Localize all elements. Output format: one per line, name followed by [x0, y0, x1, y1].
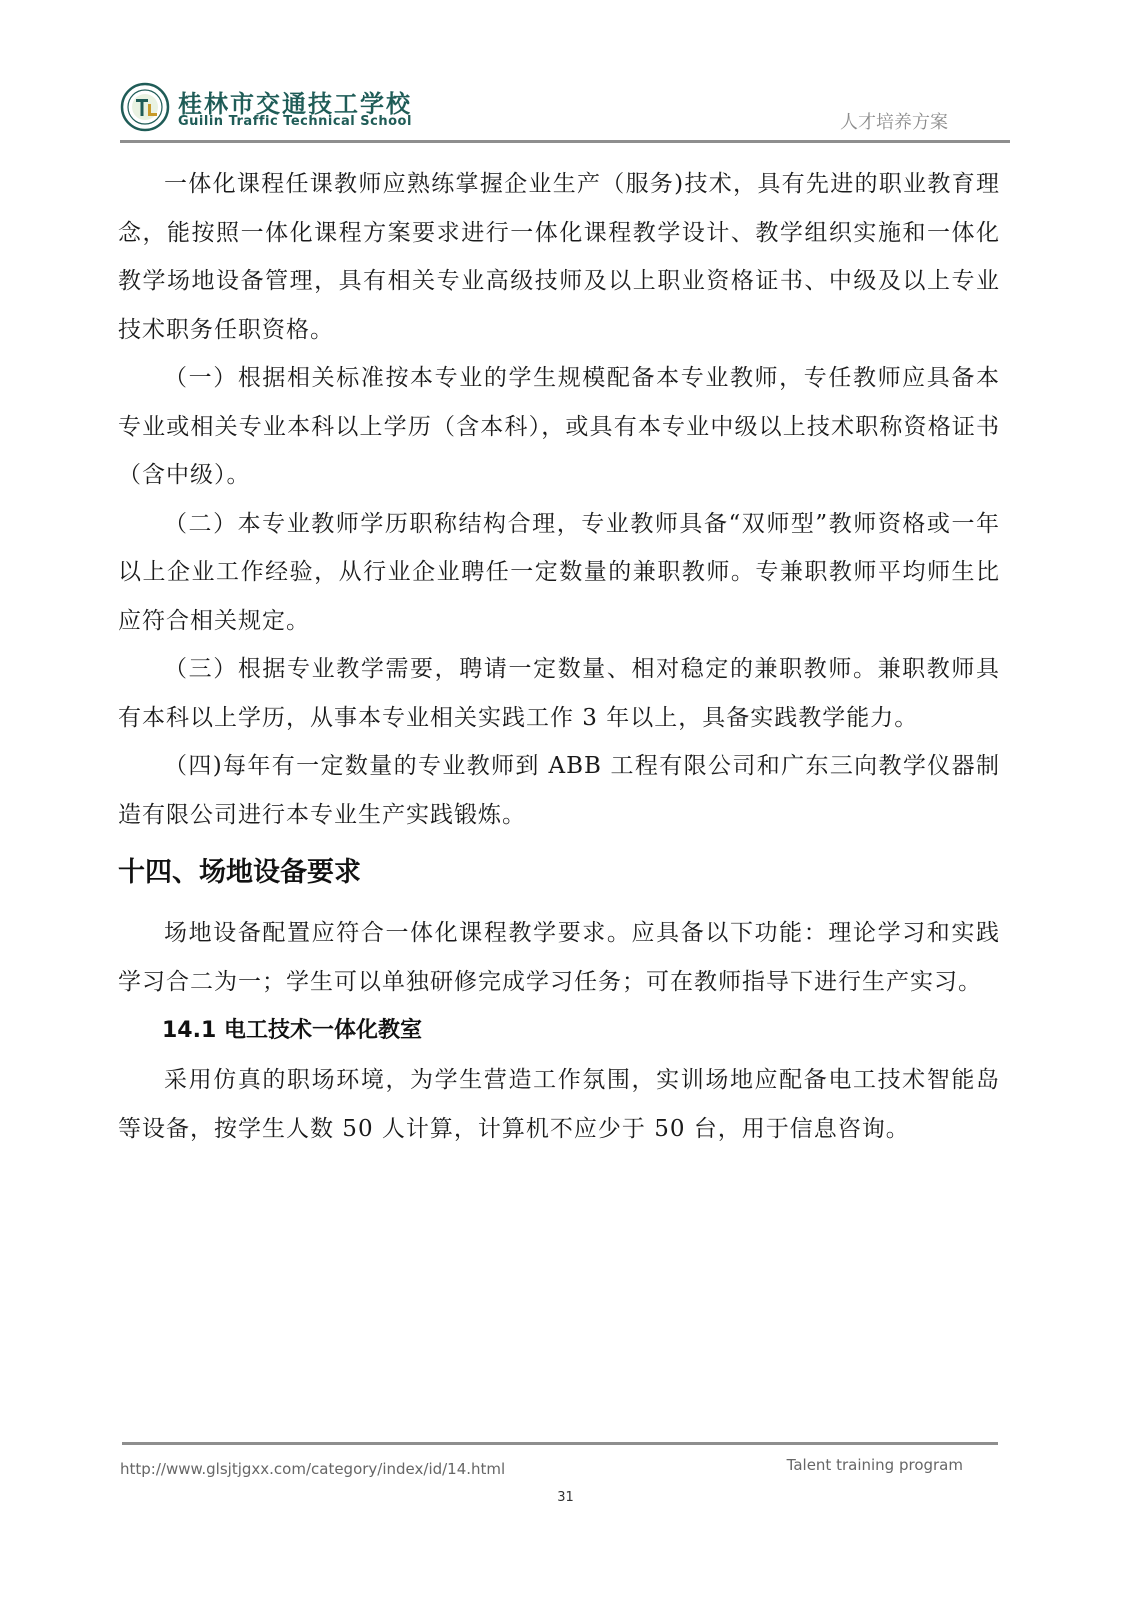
- paragraph: （四)每年有一定数量的专业教师到 ABB 工程有限公司和广东三向教学仪器制造有限公司进行本专业生产实践锻炼。: [118, 753, 1000, 828]
- document-title: 人才培养方案: [840, 112, 948, 133]
- footer-program-label: Talent training program: [786, 1456, 963, 1474]
- school-logo-icon: [120, 82, 170, 132]
- footer-divider: [122, 1442, 998, 1445]
- paragraph: 场地设备配置应符合一体化课程教学要求。应具备以下功能：理论学习和实践学习合二为一；学生可以单独研修完成学习任务；可在教师指导下进行生产实习。: [118, 920, 1000, 995]
- paragraph: （二）本专业教师学历职称结构合理，专业教师具备“双师型”教师资格或一年以上企业工作经验，从行业企业聘任一定数量的兼职教师。专兼职教师平均师生比应符合相关规定。: [118, 510, 1000, 634]
- page-number: 31: [557, 1490, 574, 1505]
- paragraph: （一）根据相关标准按本专业的学生规模配备本专业教师，专任教师应具备本专业或相关专业本科以上学历（含本科），或具有本专业中级以上技术职称资格证书（含中级）。: [118, 365, 1000, 488]
- paragraph: 一体化课程任课教师应熟练掌握企业生产（服务)技术，具有先进的职业教育理念，能按照一体化课程方案要求进行一体化课程教学设计、教学组织实施和一体化教学场地设备管理，具有相关专业高级技师及以上职业资格证书、中级及以上专业技术职务任职资格。: [118, 171, 1000, 343]
- paragraph: 采用仿真的职场环境，为学生营造工作氛围，实训场地应配备电工技术智能岛等设备，按学生人数 50 人计算，计算机不应少于 50 台，用于信息咨询。: [118, 1067, 1000, 1142]
- school-name-cn: 桂林市交通技工学校: [178, 89, 412, 118]
- footer-url: http://www.glsjtjgxx.com/category/index/id/14.html: [120, 1460, 506, 1478]
- subsection-heading: 14.1 电工技术一体化教室: [162, 1018, 422, 1043]
- paragraph: （三）根据专业教学需要，聘请一定数量、相对稳定的兼职教师。兼职教师具有本科以上学历，从事本专业相关实践工作 3 年以上，具备实践教学能力。: [118, 656, 1000, 731]
- page-body: [118, 160, 1000, 1153]
- section-heading: 十四、场地设备要求: [118, 857, 361, 888]
- header-divider: [120, 140, 1010, 143]
- school-name-en: Guilin Traffic Technical School: [178, 114, 412, 129]
- page-header: [120, 78, 1010, 142]
